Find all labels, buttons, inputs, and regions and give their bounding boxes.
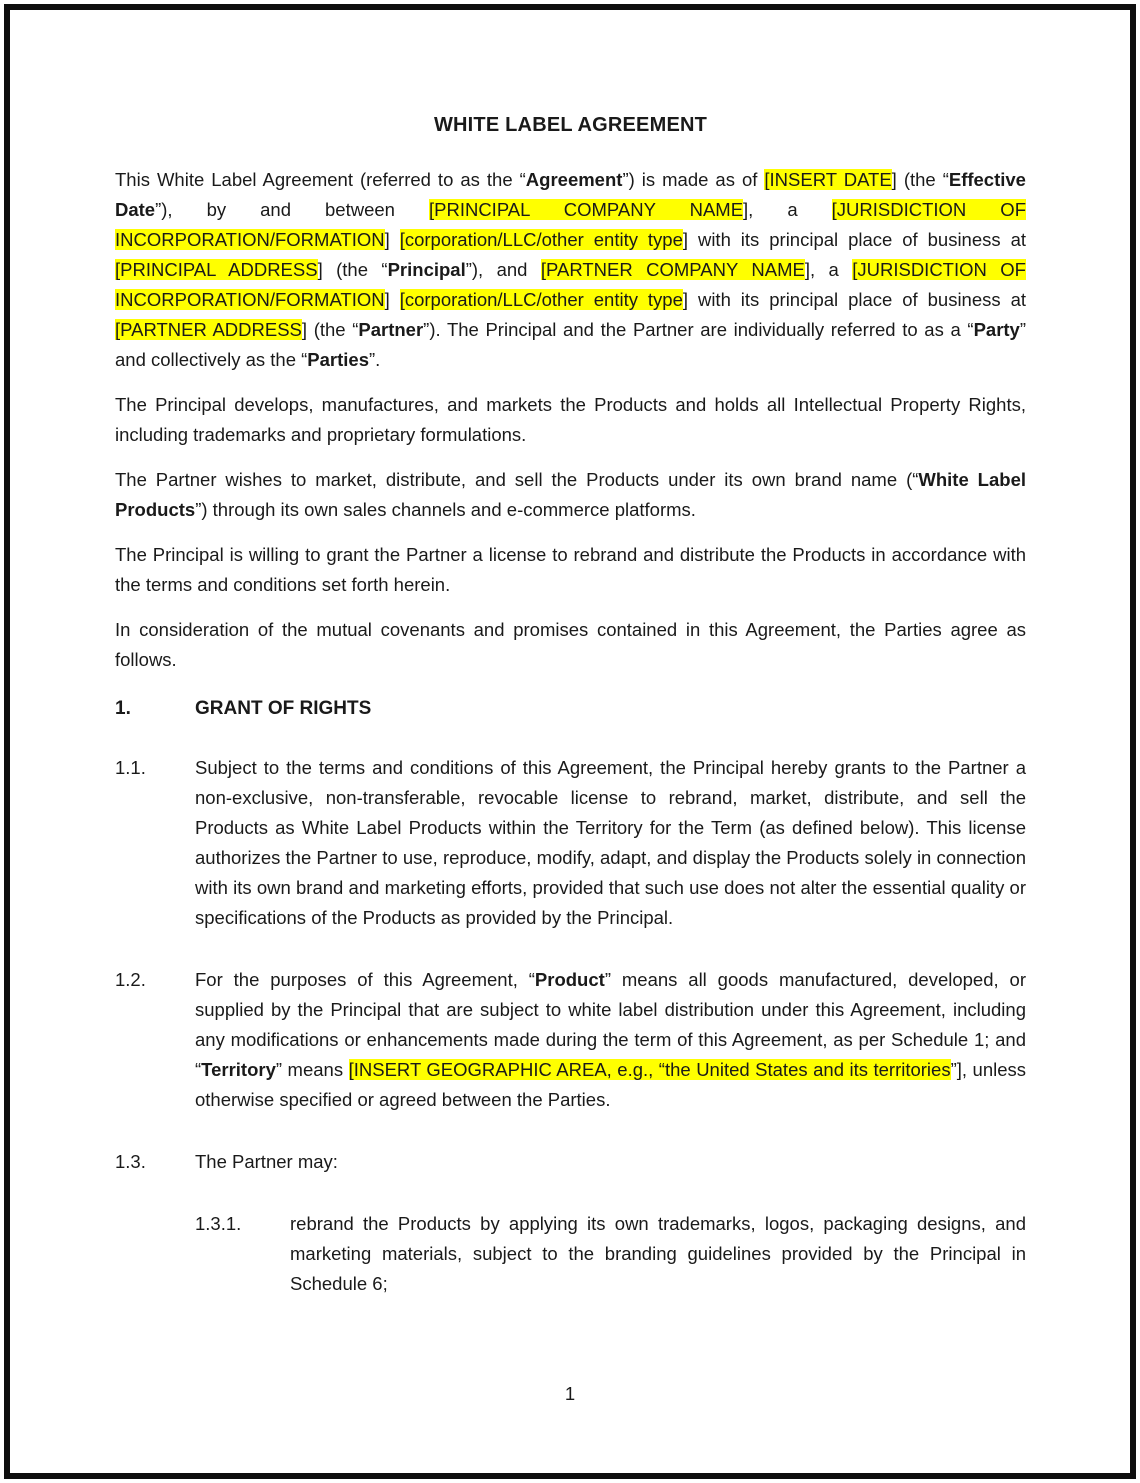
bold-text-run: White Label Products [115, 469, 1026, 520]
clause-1-1 [115, 753, 1026, 933]
bold-text-run: Principal [387, 259, 466, 280]
text-run: ”. [369, 349, 381, 370]
bold-text-run: Effective Date [115, 169, 1026, 220]
text-run: ”), by and between [155, 199, 429, 220]
text-run: ”], unless otherwise specified or agreed between the Parties. [195, 1059, 1027, 1110]
clause-1-3-text: The Partner may: [195, 1151, 338, 1172]
text-run: ] with its principal place of business at [682, 229, 1027, 250]
intro-paragraph-1 [115, 165, 1026, 375]
text-run: ] (the “ [317, 259, 388, 280]
bold-text-run: Product [534, 969, 605, 990]
intro-paragraph-3 [115, 465, 1026, 525]
bold-text-run: Party [973, 319, 1020, 340]
section-1-heading [115, 694, 1026, 724]
bold-text-run: Agreement [525, 169, 623, 190]
text-run: ] (the “ [891, 169, 949, 190]
intro-paragraph-5: In consideration of the mutual covenants and promises contained in this Agreement, the Parties agree as follows. [115, 619, 1026, 670]
highlighted-placeholder: [PARTNER ADDRESS [115, 319, 302, 340]
text-run: For the purposes of this Agreement, “ [195, 969, 535, 990]
text-run: This White Label Agreement (referred to as the “ [115, 169, 526, 190]
clause-1-2-text [195, 965, 1026, 1115]
document-page [115, 0, 1026, 1331]
highlighted-placeholder: [corporation/LLC/other entity type [399, 229, 683, 250]
text-run: ] (the “ [301, 319, 359, 340]
bold-text-run: Territory [201, 1059, 276, 1080]
clause-1-3-1 [195, 1209, 1026, 1299]
text-run: ”), and [465, 259, 541, 280]
clause-1-2-number: 1.2. [115, 969, 146, 990]
text-run: ”) is made as of [622, 169, 765, 190]
highlighted-placeholder: [JURISDICTION OF INCORPORATION/FORMATION [115, 259, 1026, 310]
clause-1-3-1-text: rebrand the Products by applying its own trademarks, logos, packaging designs, and marketing materials, subject to the branding guidelines provided by the Principal in Schedule 6; [290, 1213, 1026, 1294]
text-run: ”) through its own sales channels and e-commerce platforms. [195, 499, 696, 520]
text-run: ” means all goods manufactured, developed, or supplied by the Principal that are subject to white label distribution under this Agreement, including any modifications or enhancements made during the term of this Agreement, as per Schedule 1; and “ [195, 969, 1026, 1080]
intro-paragraph-4: The Principal is willing to grant the Partner a license to rebrand and distribute the Products in accordance with the terms and conditions set forth herein. [115, 544, 1026, 595]
section-1-number: 1. [115, 698, 131, 719]
highlighted-placeholder: [JURISDICTION OF INCORPORATION/FORMATION [115, 199, 1026, 250]
text-run: The Partner wishes to market, distribute, and sell the Products under its own brand name (“ [115, 469, 919, 490]
section-1-title: GRANT OF RIGHTS [195, 698, 372, 719]
document-title: WHITE LABEL AGREEMENT [433, 114, 708, 136]
clause-1-2 [115, 965, 1026, 1115]
text-run: ” and collectively as the “ [115, 319, 1027, 370]
bold-text-run: Partner [358, 319, 424, 340]
highlighted-placeholder: [corporation/LLC/other entity type [399, 289, 683, 310]
highlighted-placeholder: [INSERT DATE [764, 169, 892, 190]
bold-text-run: Parties [307, 349, 370, 370]
clause-1-3 [115, 1147, 1026, 1177]
page-number: 1 [564, 1383, 576, 1404]
highlighted-placeholder: [PRINCIPAL ADDRESS [115, 259, 318, 280]
text-run: ] with its principal place of business at [682, 289, 1027, 310]
highlighted-placeholder: [PRINCIPAL COMPANY NAME [428, 199, 744, 220]
highlighted-placeholder: [INSERT GEOGRAPHIC AREA, e.g., “the United States and its territories [348, 1059, 951, 1080]
text-run: ”). The Principal and the Partner are individually referred to as a “ [423, 319, 974, 340]
text-run: ] [384, 229, 400, 250]
clause-1-1-number: 1.1. [115, 757, 146, 778]
text-run: ], a [804, 259, 853, 280]
clause-1-1-text: Subject to the terms and conditions of this Agreement, the Principal hereby grants to the Partner a non-exclusive, non-transferable, revocable license to rebrand, market, distribute, and sell the Products as White Label Products within the Territory for the Term (as defined below). This license authorizes the Partner to use, reproduce, modify, adapt, and display the Products solely in connection with its own brand and marketing efforts, provided that such use does not alter the essential quality or specifications of the Products as provided by the Principal. [195, 757, 1026, 928]
clause-1-3-1-number: 1.3.1. [195, 1213, 242, 1234]
text-run: ” means [275, 1059, 349, 1080]
text-run: ], a [743, 199, 832, 220]
clause-1-3-number: 1.3. [115, 1151, 146, 1172]
highlighted-placeholder: [PARTNER COMPANY NAME [540, 259, 805, 280]
text-run: ] [384, 289, 400, 310]
intro-paragraph-2: The Principal develops, manufactures, and markets the Products and holds all Intellectual Property Rights, including trademarks and proprietary formulations. [115, 394, 1026, 445]
